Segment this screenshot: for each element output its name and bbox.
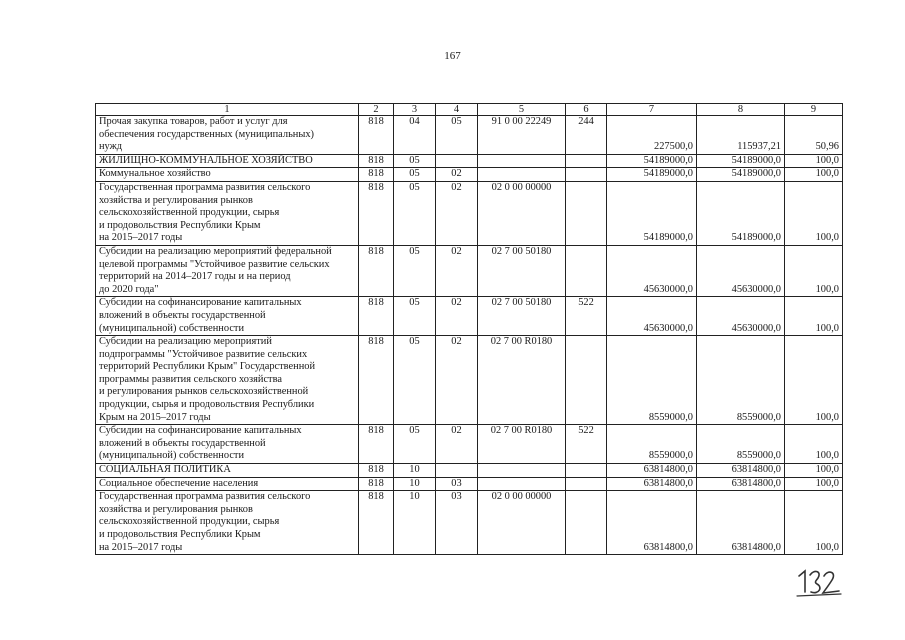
cell-item-name [96,181,359,245]
cell-execution-percent: 100,0 [785,477,843,491]
cell-executed-amount: 54189000,0 [697,181,785,245]
item-name-line: Субсидии на реализацию мероприятий федеральной [99,245,332,257]
table-row [96,464,843,478]
cell-execution-percent: 100,0 [785,154,843,168]
item-name-line: Субсидии на софинансирование капитальных [99,297,302,309]
table-row [96,116,843,155]
cell-item-name [96,425,359,464]
cell-item-name [96,464,359,478]
cell-section-code: 05 [394,297,436,336]
item-name-line: СОЦИАЛЬНАЯ ПОЛИТИКА [99,464,231,476]
item-name-line: Государственная программа развития сельского [99,181,311,193]
cell-planned-amount: 63814800,0 [607,464,697,478]
header-cell: 3 [394,104,436,116]
item-name-line: сельскохозяйственной продукции, сырья [99,516,280,528]
item-name-line: Коммунальное хозяйство [99,168,211,180]
cell-executed-amount: 8559000,0 [697,336,785,425]
header-cell: 9 [785,104,843,116]
item-name-line: Государственная программа развития сельского [99,491,311,503]
cell-executed-amount: 115937,21 [697,116,785,155]
cell-section-code: 05 [394,336,436,425]
cell-planned-amount: 54189000,0 [607,154,697,168]
cell-subsection-code: 03 [436,491,478,555]
item-name-line: на 2015–2017 годы [99,232,183,244]
cell-target-article-code: 02 7 00 R0180 [478,336,566,425]
cell-subsection-code [436,464,478,478]
item-name-line: (муниципальной) собственности [99,450,245,462]
cell-grbs-code: 818 [359,464,394,478]
cell-execution-percent: 100,0 [785,297,843,336]
cell-target-article-code: 02 7 00 50180 [478,297,566,336]
cell-expense-type-code: 522 [566,297,607,336]
cell-planned-amount: 63814800,0 [607,477,697,491]
cell-executed-amount: 63814800,0 [697,491,785,555]
header-cell: 2 [359,104,394,116]
cell-execution-percent: 50,96 [785,116,843,155]
item-name-line: Крым на 2015–2017 годы [99,411,211,423]
table-row [96,477,843,491]
cell-planned-amount: 227500,0 [607,116,697,155]
cell-section-code: 10 [394,464,436,478]
cell-grbs-code: 818 [359,491,394,555]
cell-executed-amount: 63814800,0 [697,464,785,478]
cell-section-code: 04 [394,116,436,155]
cell-expense-type-code [566,336,607,425]
item-name-line: Субсидии на реализацию мероприятий [99,336,272,348]
cell-target-article-code: 02 7 00 R0180 [478,425,566,464]
table-row [96,168,843,182]
cell-executed-amount: 54189000,0 [697,168,785,182]
cell-target-article-code: 02 0 00 00000 [478,181,566,245]
cell-expense-type-code: 244 [566,116,607,155]
header-cell: 7 [607,104,697,116]
header-cell: 5 [478,104,566,116]
page-number: 167 [444,50,461,62]
table-row [96,336,843,425]
cell-execution-percent: 100,0 [785,425,843,464]
item-name-line: Субсидии на софинансирование капитальных [99,425,302,437]
cell-subsection-code: 02 [436,425,478,464]
cell-executed-amount: 54189000,0 [697,154,785,168]
table-row [96,154,843,168]
cell-grbs-code: 818 [359,425,394,464]
cell-subsection-code: 02 [436,336,478,425]
item-name-line: вложений в объекты государственной [99,309,266,321]
item-name-line: нужд [99,141,123,153]
cell-executed-amount: 45630000,0 [697,297,785,336]
budget-table-body [96,104,843,555]
cell-planned-amount: 54189000,0 [607,168,697,182]
budget-table [95,103,843,555]
cell-item-name [96,336,359,425]
cell-expense-type-code [566,154,607,168]
cell-subsection-code: 02 [436,297,478,336]
header-cell: 6 [566,104,607,116]
cell-grbs-code: 818 [359,477,394,491]
cell-planned-amount: 8559000,0 [607,425,697,464]
cell-section-code: 05 [394,425,436,464]
item-name-line: и продовольствия Республики Крым [99,219,261,231]
cell-item-name [96,297,359,336]
cell-subsection-code [436,154,478,168]
cell-section-code: 05 [394,154,436,168]
item-name-line: ЖИЛИЩНО-КОММУНАЛЬНОЕ ХОЗЯЙСТВО [99,154,313,166]
item-name-line: подпрограммы "Устойчивое развитие сельских [99,348,308,360]
cell-target-article-code [478,168,566,182]
item-name-line: хозяйства и регулирования рынков [99,194,253,206]
item-name-line: обеспечения государственных (муниципальных) [99,128,315,140]
item-name-line: (муниципальной) собственности [99,322,245,334]
cell-target-article-code: 02 7 00 50180 [478,245,566,296]
table-row [96,297,843,336]
cell-target-article-code [478,154,566,168]
cell-item-name [96,116,359,155]
cell-execution-percent: 100,0 [785,336,843,425]
item-name-line: на 2015–2017 годы [99,541,183,553]
item-name-line: вложений в объекты государственной [99,437,266,449]
cell-subsection-code: 02 [436,168,478,182]
handwritten-page-number-mark [795,566,843,598]
cell-grbs-code: 818 [359,297,394,336]
header-cell: 4 [436,104,478,116]
item-name-line: программы развития сельского хозяйства [99,373,282,385]
table-row [96,425,843,464]
item-name-line: и продовольствия Республики Крым [99,529,261,540]
cell-expense-type-code [566,491,607,555]
cell-target-article-code [478,477,566,491]
cell-expense-type-code: 522 [566,425,607,464]
item-name-line: территорий Республики Крым" Государственной [99,361,316,373]
cell-executed-amount: 8559000,0 [697,425,785,464]
cell-planned-amount: 45630000,0 [607,297,697,336]
table-row [96,491,843,555]
cell-item-name [96,491,359,555]
cell-section-code: 05 [394,245,436,296]
cell-grbs-code: 818 [359,336,394,425]
cell-section-code: 05 [394,168,436,182]
item-name-line: продукции, сырья и продовольствия Республики [99,399,315,411]
cell-target-article-code: 02 0 00 00000 [478,491,566,555]
cell-planned-amount: 63814800,0 [607,491,697,555]
cell-section-code: 10 [394,477,436,491]
cell-execution-percent: 100,0 [785,181,843,245]
budget-table-container [95,103,843,555]
cell-expense-type-code [566,464,607,478]
cell-subsection-code: 02 [436,245,478,296]
table-row [96,181,843,245]
cell-expense-type-code [566,477,607,491]
item-name-line: Прочая закупка товаров, работ и услуг для [99,116,288,127]
cell-target-article-code [478,464,566,478]
cell-item-name [96,168,359,182]
cell-execution-percent: 100,0 [785,464,843,478]
cell-planned-amount: 54189000,0 [607,181,697,245]
cell-executed-amount: 45630000,0 [697,245,785,296]
cell-target-article-code: 91 0 00 22249 [478,116,566,155]
cell-grbs-code: 818 [359,116,394,155]
cell-execution-percent: 100,0 [785,168,843,182]
item-name-line: и регулирования рынков сельскохозяйственной [99,386,309,398]
cell-subsection-code: 03 [436,477,478,491]
cell-execution-percent: 100,0 [785,491,843,555]
cell-subsection-code: 02 [436,181,478,245]
cell-item-name [96,477,359,491]
item-name-line: территорий на 2014–2017 годы и на период [99,271,291,283]
cell-subsection-code: 05 [436,116,478,155]
cell-planned-amount: 8559000,0 [607,336,697,425]
header-cell: 8 [697,104,785,116]
item-name-line: до 2020 года" [99,283,159,295]
cell-grbs-code: 818 [359,168,394,182]
table-header-row [96,104,843,116]
cell-grbs-code: 818 [359,154,394,168]
item-name-line: хозяйства и регулирования рынков [99,503,253,515]
cell-grbs-code: 818 [359,245,394,296]
cell-expense-type-code [566,168,607,182]
cell-item-name [96,154,359,168]
table-row [96,245,843,296]
cell-executed-amount: 63814800,0 [697,477,785,491]
cell-section-code: 10 [394,491,436,555]
item-name-line: целевой программы "Устойчивое развитие сельских [99,258,330,270]
cell-expense-type-code [566,181,607,245]
cell-expense-type-code [566,245,607,296]
cell-section-code: 05 [394,181,436,245]
cell-planned-amount: 45630000,0 [607,245,697,296]
cell-grbs-code: 818 [359,181,394,245]
header-cell: 1 [96,104,359,116]
item-name-line: Социальное обеспечение населения [99,477,259,489]
cell-item-name [96,245,359,296]
item-name-line: сельскохозяйственной продукции, сырья [99,207,280,219]
cell-execution-percent: 100,0 [785,245,843,296]
